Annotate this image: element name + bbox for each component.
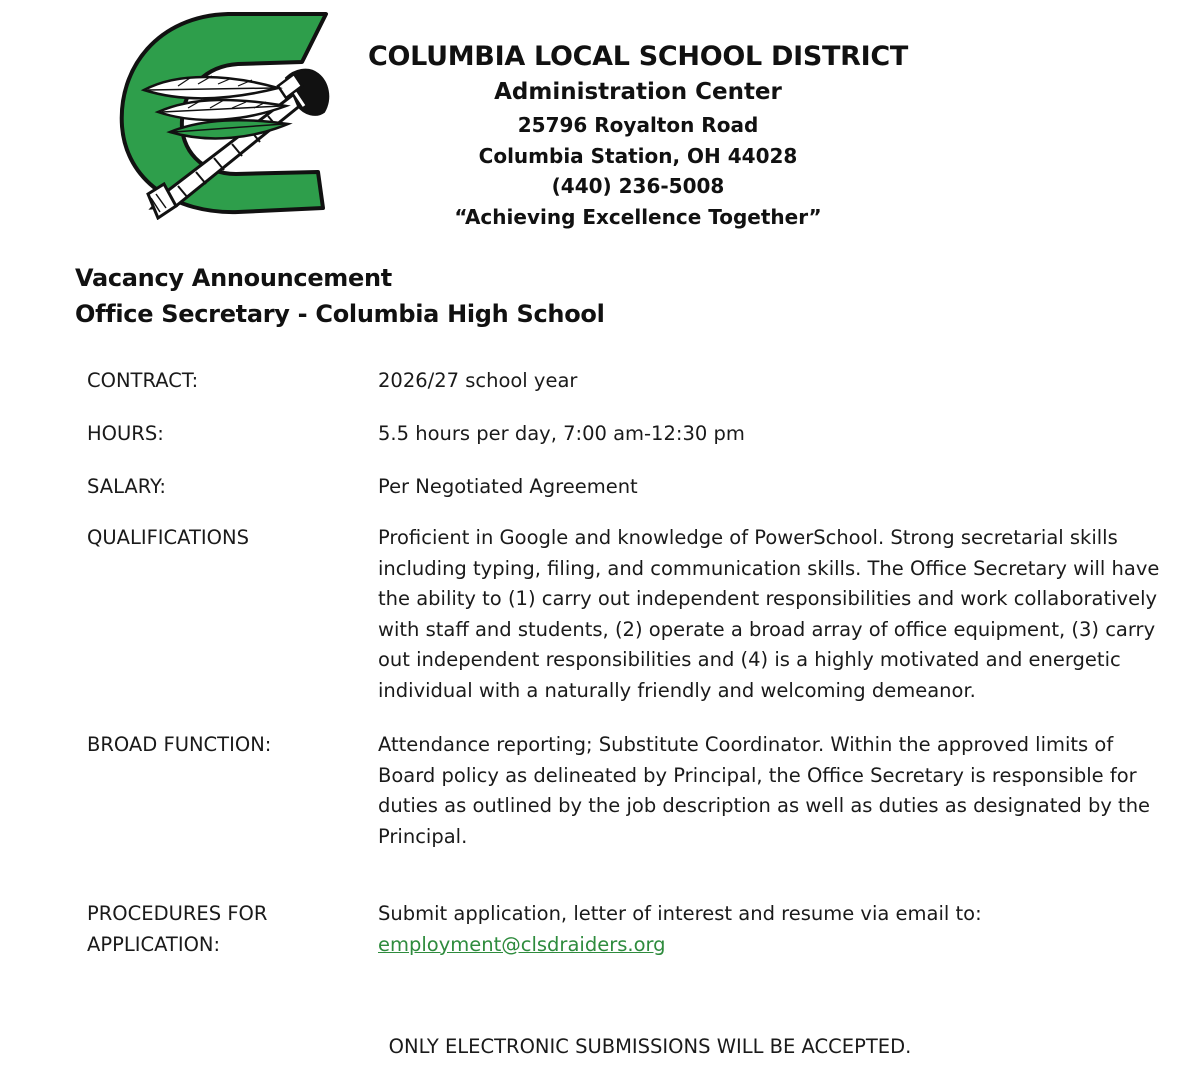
procedures-label	[87, 899, 378, 960]
columbia-c-tomahawk-logo-icon	[118, 8, 340, 220]
qualifications-line: including typing, filing, and communication skills. The Office Secretary will have	[378, 556, 1160, 580]
contract-row	[87, 366, 1187, 397]
broad-function-line: Attendance reporting; Substitute Coordinator. Within the approved limits of	[378, 733, 1114, 756]
qualifications-line: out independent responsibilities and (4) is a highly motivated and energetic	[378, 648, 1121, 672]
city-address: Columbia Station, OH 44028	[478, 143, 798, 168]
announcement-headings	[75, 260, 605, 332]
qualifications-label: QUALIFICATIONS	[87, 526, 249, 549]
salary-row	[87, 472, 1187, 503]
announcement-heading: Vacancy Announcement	[75, 264, 392, 292]
broad-function-label: BROAD FUNCTION:	[87, 733, 272, 756]
hours-value: 5.5 hours per day, 7:00 am-12:30 pm	[378, 422, 745, 445]
hours-label: HOURS:	[87, 422, 164, 445]
broad-function-row	[87, 730, 1187, 852]
street-address: 25796 Royalton Road	[517, 113, 759, 137]
qualifications-text	[378, 523, 1187, 707]
position-title: Office Secretary - Columbia High School	[75, 300, 605, 328]
district-motto: “Achieving Excellence Together”	[454, 204, 822, 229]
procedures-label-line: PROCEDURES FOR	[87, 902, 268, 925]
qualifications-line: the ability to (1) carry out independent responsibilities and work collaboratively	[378, 587, 1158, 611]
procedures-label-line: APPLICATION:	[87, 932, 221, 956]
salary-label: SALARY:	[87, 475, 166, 498]
district-name: COLUMBIA LOCAL SCHOOL DISTRICT	[368, 41, 908, 72]
hours-row	[87, 419, 1187, 450]
procedures-text	[378, 899, 1187, 960]
administration-center: Administration Center	[494, 79, 782, 105]
qualifications-line: individual with a naturally friendly and welcoming demeanor.	[378, 678, 976, 702]
contract-label: CONTRACT:	[87, 369, 199, 392]
electronic-submission-note: ONLY ELECTRONIC SUBMISSIONS WILL BE ACCEPTED.	[388, 1035, 912, 1058]
qualifications-row	[87, 523, 1187, 707]
procedures-row	[87, 899, 1187, 960]
qualifications-line: with staff and students, (2) operate a broad array of office equipment, (3) carry	[378, 617, 1156, 641]
contract-value: 2026/27 school year	[378, 369, 578, 392]
broad-function-text	[378, 730, 1187, 852]
broad-function-line: duties as outlined by the job description as well as duties as designated by the	[378, 794, 1151, 818]
letterhead	[330, 40, 946, 232]
application-email-link[interactable]: employment@clsdraiders.org	[378, 932, 666, 956]
phone-number: (440) 236-5008	[551, 174, 725, 198]
broad-function-line: Board policy as delineated by Principal, the Office Secretary is responsible for	[378, 763, 1137, 787]
qualifications-line: Proficient in Google and knowledge of PowerSchool. Strong secretarial skills	[378, 526, 1118, 549]
salary-value: Per Negotiated Agreement	[378, 475, 638, 498]
procedures-instruction: Submit application, letter of interest and resume via email to:	[378, 902, 982, 925]
broad-function-line: Principal.	[378, 824, 468, 848]
